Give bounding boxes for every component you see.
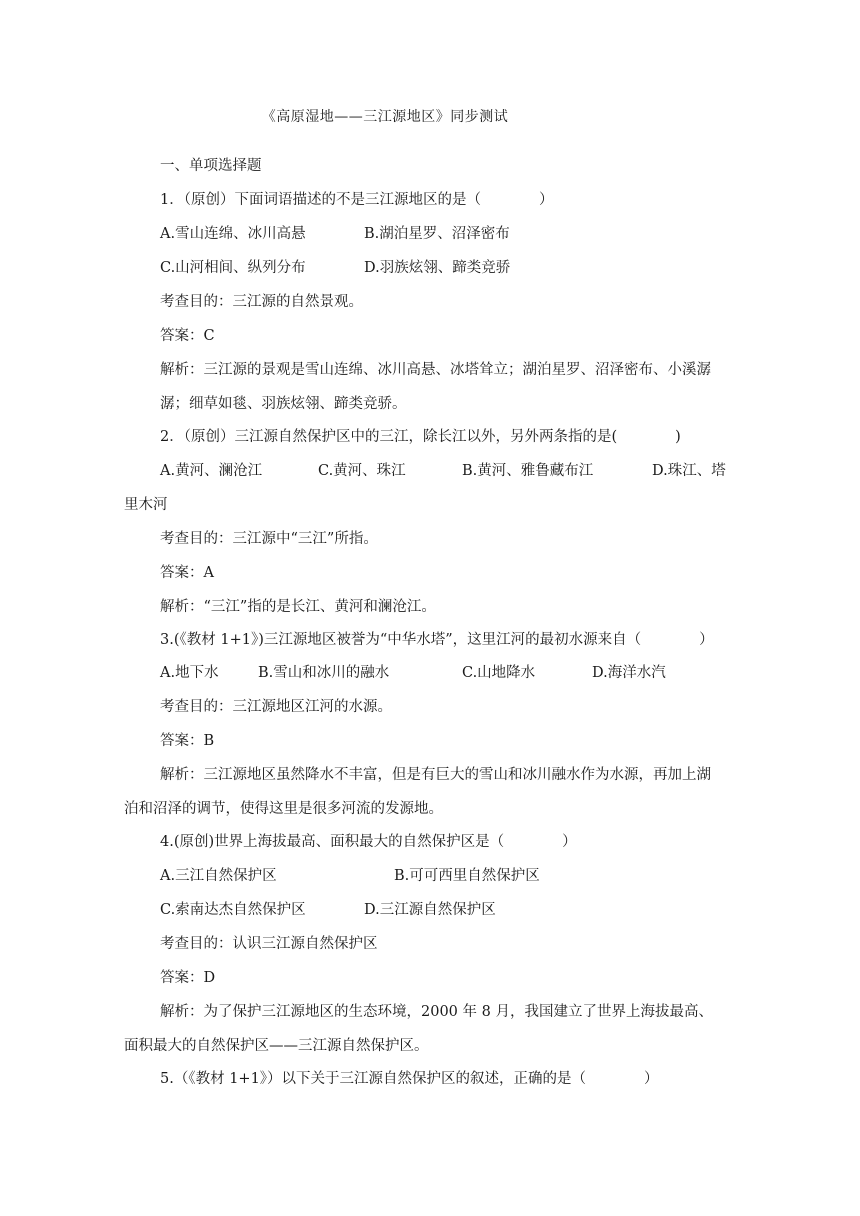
question-5-stem: 5.（《教材 1+1》）以下关于三江源自然保护区的叙述，正确的是（ ）: [160, 1071, 659, 1087]
question-1-option-d: D.羽族炫翎、蹄类竞骄: [364, 260, 511, 276]
question-4-analysis-line-1: 解析：为了保护三江源地区的生态环境，2000 年 8 月，我国建立了世界上海拔最高、: [160, 1004, 713, 1020]
question-3-option-c: C.山地降水: [462, 665, 536, 681]
document-title: 《高原湿地——三江源地区》同步测试: [261, 109, 509, 125]
question-2-option-d: D.珠江、塔: [652, 463, 726, 479]
question-4-stem: 4.(原创)世界上海拔最高、面积最大的自然保护区是（ ）: [160, 834, 577, 850]
section-heading: 一、单项选择题: [160, 158, 262, 174]
question-1-option-c: C.山河相间、纵列分布: [160, 260, 306, 276]
question-2-analysis: 解析：“三江”指的是长江、黄河和澜沧江。: [160, 599, 436, 615]
question-3-option-b: B.雪山和冰川的融水: [258, 665, 390, 681]
question-1-purpose: 考查目的：三江源的自然景观。: [160, 294, 363, 310]
question-4-purpose: 考查目的：认识三江源自然保护区: [160, 936, 378, 952]
question-4-option-c: C.索南达杰自然保护区: [160, 902, 306, 918]
question-1-analysis-line-1: 解析：三江源的景观是雪山连绵、冰川高悬、冰塔耸立；湖泊星罗、沼泽密布、小溪潺: [160, 362, 711, 378]
question-1-analysis-line-2: 潺；细草如毯、羽族炫翎、蹄类竞骄。: [160, 396, 407, 412]
question-3-analysis-line-2: 泊和沼泽的调节，使得这里是很多河流的发源地。: [124, 801, 443, 817]
question-4-answer: 答案：D: [160, 970, 216, 986]
question-1-answer: 答案：C: [160, 328, 215, 344]
question-4-option-a: A.三江自然保护区: [160, 868, 277, 884]
question-2-answer: 答案：A: [160, 565, 214, 581]
question-2-purpose: 考查目的：三江源中“三江”所指。: [160, 531, 378, 547]
question-3-answer: 答案：B: [160, 733, 215, 749]
question-4-analysis-line-2: 面积最大的自然保护区——三江源自然保护区。: [124, 1038, 429, 1054]
question-1-option-b: B.湖泊星罗、沼泽密布: [364, 226, 510, 242]
question-3-option-a: A.地下水: [160, 665, 219, 681]
question-3-analysis-line-1: 解析：三江源地区虽然降水不丰富，但是有巨大的雪山和冰川融水作为水源，再加上湖: [160, 767, 711, 783]
question-2-option-a: A.黄河、澜沧江: [160, 463, 263, 479]
question-2-stem: 2．（原创）三江源自然保护区中的三江，除长江以外，另外两条指的是( ): [160, 429, 681, 445]
question-1-stem: 1．（原创）下面词语描述的不是三江源地区的是（ ）: [160, 192, 554, 208]
question-3-purpose: 考查目的：三江源地区江河的水源。: [160, 699, 392, 715]
question-2-option-c: C.黄河、珠江: [318, 463, 406, 479]
question-3-stem: 3.(《教材 1+1》)三江源地区被誉为“中华水塔”，这里江河的最初水源来自（ ）: [160, 632, 714, 648]
question-4-option-b: B.可可西里自然保护区: [394, 868, 540, 884]
question-2-option-b: B.黄河、雅鲁藏布江: [462, 463, 594, 479]
question-2-option-d-continuation: 里木河: [124, 497, 168, 513]
question-4-option-d: D.三江源自然保护区: [364, 902, 496, 918]
question-3-option-d: D.海洋水汽: [592, 665, 666, 681]
question-1-option-a: A.雪山连绵、冰川高悬: [160, 226, 306, 242]
